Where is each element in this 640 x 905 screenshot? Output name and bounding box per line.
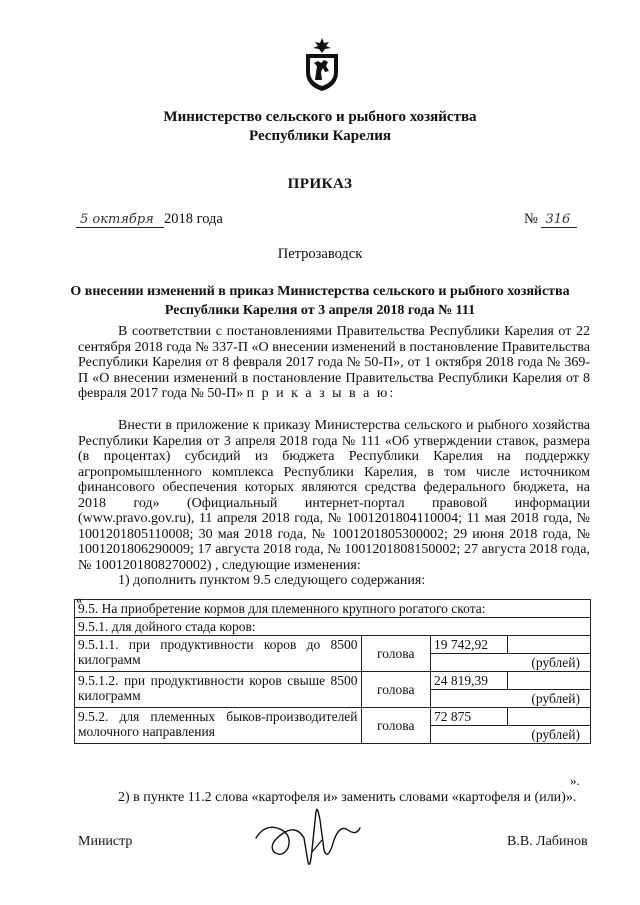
order-title: ПРИКАЗ [287, 176, 353, 192]
subject-line-2: Республики Карелия от 3 апреля 2018 года № 111 [164, 303, 476, 318]
coat-of-arms-emblem [301, 36, 343, 92]
paragraph-item-2: 2) в пункте 11.2 слова «картофеля и» заменить словами «картофеля и (или)». [118, 790, 577, 805]
table-cell-unit: голова [361, 672, 430, 708]
signatory-position: Министр [78, 834, 133, 849]
paragraph-item-1: 1) дополнить пунктом 9.5 следующего содержания: [118, 573, 426, 588]
table-row [75, 618, 591, 636]
order-subject [0, 282, 640, 320]
order-number [524, 211, 577, 228]
number-prefix: № [524, 211, 538, 227]
order-date [76, 211, 223, 228]
table-cell-label: 9.5.1.1. при продуктивности коров до 8500 килограмм [75, 636, 362, 672]
table-cell-value: 24 819,39 [430, 672, 507, 690]
ministry-line-2: Республики Карелия [249, 128, 391, 144]
table-cell-empty [508, 708, 591, 726]
table-cell-currency: (рублей) [430, 690, 590, 708]
table-cell-label: 9.5.1.2. при продуктивности коров свыше 8500 килограмм [75, 672, 362, 708]
table-cell-value: 19 742,92 [430, 636, 507, 654]
signatory-name: В.В. Лабинов [507, 834, 588, 849]
handwritten-number: 316 [541, 212, 577, 228]
table-cell: 9.5. На приобретение кормов для племенного крупного рогатого скота: [75, 600, 591, 618]
table-cell-empty [508, 672, 591, 690]
handwritten-date: 5 октября [76, 212, 164, 228]
table-row [75, 636, 591, 654]
table-cell-currency: (рублей) [430, 726, 590, 744]
handwritten-signature [252, 800, 364, 875]
quote-open: « [76, 592, 83, 607]
ministry-name [0, 108, 640, 146]
quote-close: ». [570, 773, 580, 788]
table-row [75, 708, 591, 726]
table-cell-unit: голова [361, 636, 430, 672]
table-cell: 9.5.1. для дойного стада коров: [75, 618, 591, 636]
ministry-line-1: Министерство сельского и рыбного хозяйства [163, 109, 477, 125]
preamble-text: В соответствии с постановлениями Правительства Республики Карелия от 22 сентября 2018 года № 337-П «О внесении изменений в постановление Правительства Республики Карелия от 8 февраля 2017 года № 50-П», от 1 октября 2018 года № 369-П «О внесении изменений в постановление Правительства Республики Карелия от 8 февраля 2017 года № 50-П» [78, 324, 590, 401]
orders-word: п р и к а з ы в а ю: [246, 386, 396, 401]
paragraph-preamble [78, 324, 590, 402]
paragraph-amendment: Внести в приложение к приказу Министерства сельского и рыбного хозяйства Республики Карелия от 3 апреля 2018 года № 111 «Об утверждении ставок, размера (в процентах) субсидий из бюджета Республики Карелия на поддержку агропромышленного комплекса Республики Карелия, в том числе источником финансового обеспечения которых являются средства федерального бюджета, на 2018 год» (Официальный интернет-портал правовой информации (www.pravo.gov.ru), 11 апреля 2018 года, № 1001201804110004; 11 мая 2018 года, № 1001201805110008; 30 мая 2018 года, № 1001201805300002; 29 июня 2018 года, № 1001201806290009; 17 августа 2018 года, № 1001201808150002; 27 августа 2018 года, № 1001201808270002) , следующие изменения: [78, 418, 590, 573]
subject-line-1: О внесении изменений в приказ Министерства сельского и рыбного хозяйства [70, 284, 570, 299]
subsidy-table [74, 599, 591, 744]
table-row [75, 672, 591, 690]
date-suffix: 2018 года [164, 211, 223, 227]
table-cell-currency: (рублей) [430, 654, 590, 672]
table-cell-empty [508, 636, 591, 654]
table-row [75, 600, 591, 618]
city: Петрозаводск [277, 246, 363, 262]
table-cell-value: 72 875 [430, 708, 507, 726]
table-cell-label: 9.5.2. для племенных быков-производителей молочного направления [75, 708, 362, 744]
table-cell-unit: голова [361, 708, 430, 744]
